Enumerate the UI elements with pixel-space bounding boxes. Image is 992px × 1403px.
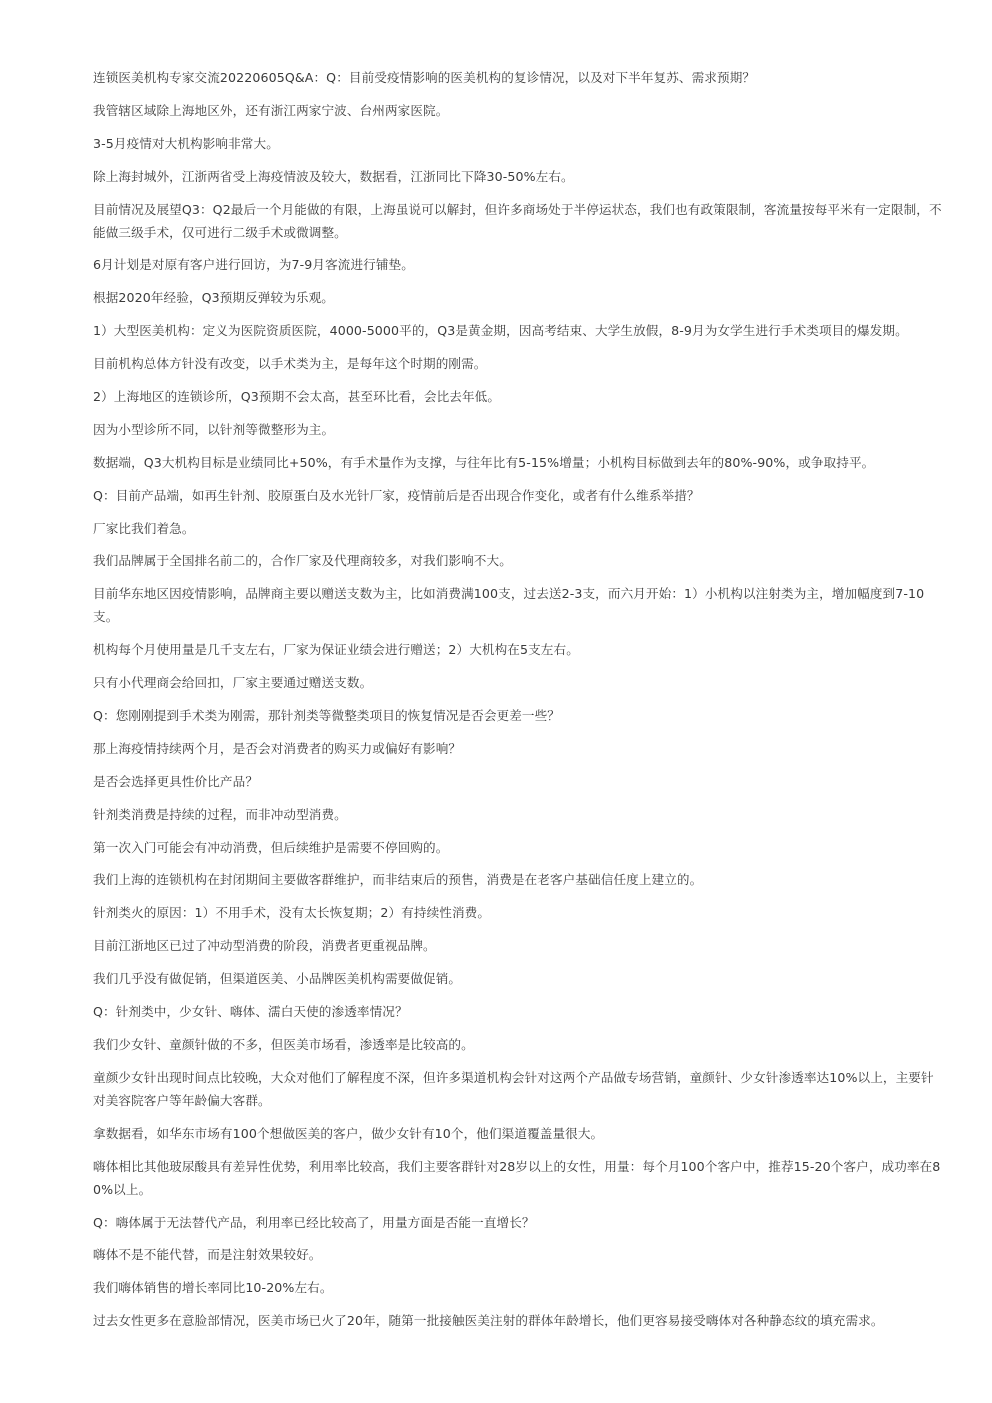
- paragraph-22: 针剂类消费是持续的过程，而非冲动型消费。: [93, 806, 347, 822]
- paragraph-25: 针剂类火的原因：1）不用手术，没有太长恢复期；2）有持续性消费。: [93, 905, 491, 921]
- paragraph-3: 3-5月疫情对大机构影响非常大。: [93, 135, 279, 151]
- paragraph-27: 我们几乎没有做促销，但渠道医美、小品牌医美机构需要做促销。: [93, 971, 462, 987]
- paragraph-15: 我们品牌属于全国排名前二的，合作厂家及代理商较多，对我们影响不大。: [93, 553, 512, 569]
- paragraph-29: 我们少女针、童颜针做的不多，但医美市场看，渗透率是比较高的。: [93, 1036, 474, 1052]
- paragraph-20: 那上海疫情持续两个月，是否会对消费者的购买力或偏好有影响？: [93, 740, 462, 756]
- paragraph-2: 我管辖区域除上海地区外，还有浙江两家宁波、台州两家医院。: [93, 102, 449, 118]
- paragraph-23: 第一次入门可能会有冲动消费，但后续维护是需要不停回购的。: [93, 839, 449, 855]
- paragraph-7: 根据2020年经验，Q3预期反弹较为乐观。: [93, 290, 334, 306]
- paragraph-8: 1）大型医美机构：定义为医院资质医院，4000-5000平的，Q3是黄金期，因高考结束、大学生放假，8-9月为女学生进行手术类项目的爆发期。: [93, 323, 908, 339]
- paragraph-32: 嗨体相比其他玻尿酸具有差异性优势，利用率比较高，我们主要客群针对28岁以上的女性，用量：每个月100个客户中，推荐15-20个客户，成功率在80%以上。: [93, 1158, 941, 1197]
- paragraph-9: 目前机构总体方针没有改变，以手术类为主，是每年这个时期的刚需。: [93, 356, 487, 372]
- paragraph-1: 连锁医美机构专家交流20220605Q&A：Q：目前受疫情影响的医美机构的复诊情况，以及对下半年复苏、需求预期？: [93, 70, 756, 85]
- paragraph-35: 我们嗨体销售的增长率同比10-20%左右。: [93, 1280, 333, 1296]
- paragraph-11: 因为小型诊所不同，以针剂等微整形为主。: [93, 421, 335, 437]
- paragraph-19: Q：您刚刚提到手术类为刚需，那针剂类等微整类项目的恢复情况是否会更差一些？: [93, 708, 560, 724]
- paragraph-24: 我们上海的连锁机构在封闭期间主要做客群维护，而非结束后的预售，消费是在老客户基础信任度上建立的。: [93, 872, 703, 888]
- paragraph-17: 机构每个月使用量是几千支左右，厂家为保证业绩会进行赠送；2）大机构在5支左右。: [93, 642, 579, 658]
- paragraph-14: 厂家比我们着急。: [93, 520, 195, 536]
- paragraph-10: 2）上海地区的连锁诊所，Q3预期不会太高，甚至环比看，会比去年低。: [93, 389, 501, 405]
- paragraph-34: 嗨体不是不能代替，而是注射效果较好。: [93, 1247, 322, 1263]
- paragraph-5: 目前情况及展望Q3：Q2最后一个月能做的有限，上海虽说可以解封，但许多商场处于半停运状态，我们也有政策限制，客流量按每平米有一定限制，不能做三级手术，仅可进行二级手术或微调整。: [93, 201, 942, 240]
- document-body: [93, 66, 943, 1342]
- paragraph-4: 除上海封城外，江浙两省受上海疫情波及较大，数据看，江浙同比下降30-50%左右。: [93, 168, 574, 184]
- paragraph-30: 童颜少女针出现时间点比较晚，大众对他们了解程度不深，但许多渠道机构会针对这两个产品做专场营销，童颜针、少女针渗透率达10%以上，主要针对美容院客户等年龄偏大客群。: [93, 1069, 934, 1108]
- paragraph-26: 目前江浙地区已过了冲动型消费的阶段，消费者更重视品牌。: [93, 938, 436, 954]
- paragraph-13: Q：目前产品端，如再生针剂、胶原蛋白及水光针厂家，疫情前后是否出现合作变化，或者有什么维系举措？: [93, 487, 700, 503]
- paragraph-28: Q：针剂类中，少女针、嗨体、濡白天使的渗透率情况？: [93, 1004, 408, 1020]
- paragraph-16: 目前华东地区因疫情影响，品牌商主要以赠送支数为主，比如消费满100支，过去送2-3支，而六月开始：1）小机构以注射类为主，增加幅度到7-10支。: [93, 586, 925, 625]
- paragraph-6: 6月计划是对原有客户进行回访，为7-9月客流进行铺垫。: [93, 257, 414, 273]
- paragraph-36: 过去女性更多在意脸部情况，医美市场已火了20年，随第一批接触医美注射的群体年龄增长，他们更容易接受嗨体对各种静态纹的填充需求。: [93, 1313, 884, 1329]
- paragraph-18: 只有小代理商会给回扣，厂家主要通过赠送支数。: [93, 675, 373, 691]
- paragraph-21: 是否会选择更具性价比产品？: [93, 773, 259, 789]
- paragraph-31: 拿数据看，如华东市场有100个想做医美的客户，做少女针有10个，他们渠道覆盖量很大。: [93, 1125, 604, 1141]
- paragraph-12: 数据端，Q3大机构目标是业绩同比+50%，有手术量作为支撑，与往年比有5-15%增量；小机构目标做到去年的80%-90%，或争取持平。: [93, 454, 875, 470]
- paragraph-33: Q：嗨体属于无法替代产品，利用率已经比较高了，用量方面是否能一直增长？: [93, 1214, 535, 1230]
